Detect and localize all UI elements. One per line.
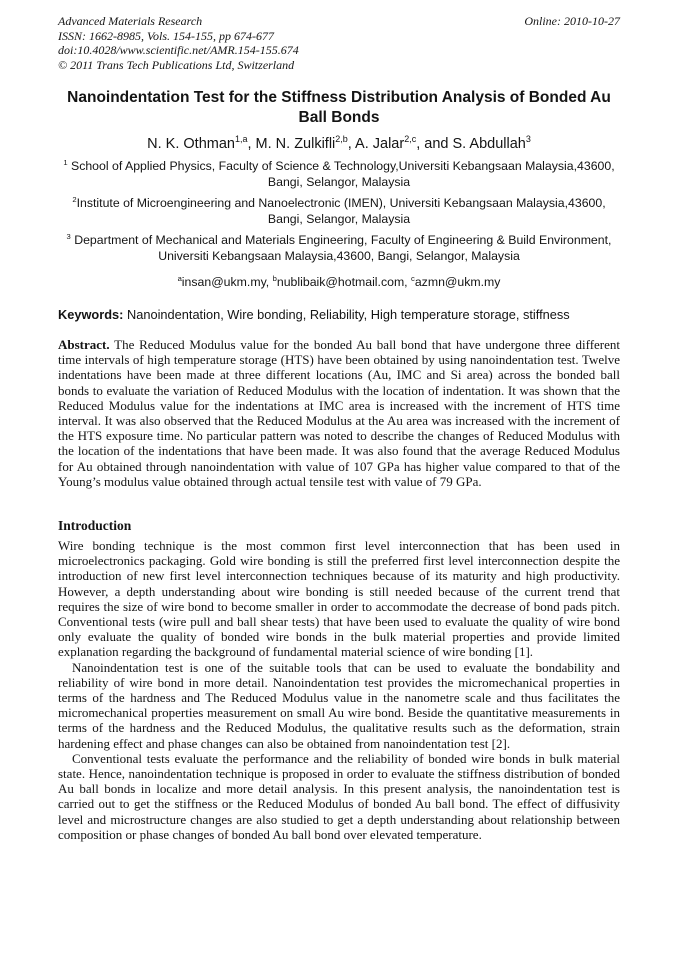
introduction-paragraph-2: Nanoindentation test is one of the suitable tools that can be used to evaluate the bondability and reliability of wire bond in more detail. Nanoindentation test provides the micromechanical properties in terms of the hardness and The Reduced Modulus value in the nanometre scale and thus facilitates the micromechanical properties measurement on small Au wire bond. Beside the quantitative measurements in terms of the hardness and the Reduced Modulus, the qualitative results such as the deformation, strain hardening effect and phase changes can also be obtained from nanoindentation test [2]. (58, 659, 620, 751)
affiliation-text: Department of Mechanical and Materials Engineering, Faculty of Engineering & Build Environment, Universiti Kebangsaan Malaysia,43600, Bangi, Selangor, Malaysia (70, 233, 612, 263)
keywords-label: Keywords: (58, 307, 124, 322)
author (247, 136, 347, 152)
paper-title: Nanoindentation Test for the Stiffness Distribution Analysis of Bonded Au Ball Bonds (67, 89, 611, 126)
copyright-line: © 2011 Trans Tech Publications Ltd, Switzerland (58, 57, 295, 72)
author-separator: , and (416, 136, 453, 152)
author-name: M. N. Zulkifli (255, 136, 336, 152)
keywords-text: Nanoindentation, Wire bonding, Reliability, High temperature storage, stiffness (126, 307, 570, 322)
affiliation-superscript: 3 (66, 231, 71, 241)
author-superscript: 2,b (335, 134, 348, 145)
journal-name: Advanced Materials Research (58, 14, 203, 28)
affiliation-superscript: 2 (72, 194, 77, 204)
abstract-text: The Reduced Modulus value for the bonded Au ball bond that have undergone three different time intervals of high temperature storage (HTS) have been obtained by using nanoindentation test. Twelve indentations have been made at three different locations (Au, IMC and Si area) across the bonded ball bonds to evaluate the variation of Reduced Modulus with the location of indentation. It was shown that the Reduced Modulus value for the indentations at IMC area is increased with the increment of HTS time interval. It was also observed that the Reduced Modulus at the Au area was increased with the increment of the HTS exposure time. No particular pattern was noted to describe the changes of Reduced Modulus with the location of the indentations that have been made. It was also found that the average Reduced Modulus for Au obtained through nanoindentation with value of 107 GPa has higher value compared to that of the Young’s modulus value obtained through actual tensile test with value of 79 GPa. (58, 337, 621, 489)
abstract-label: Abstract. (58, 337, 110, 352)
journal-info-block (58, 14, 299, 72)
affiliation-1 (58, 158, 620, 190)
author-name: A. Jalar (355, 136, 405, 152)
authors-line (58, 135, 620, 153)
author (416, 136, 531, 152)
introduction-paragraph-1: Wire bonding technique is the most common first level interconnection that has been used in microelectronics packaging. Gold wire bonding is still the preferred first level interconnection despite the introduction of new first level interconnection techniques because of its maturity and high productivity. However, a depth understanding about wire bonding is still needed because of the current trend that requires the size of wire bond to become smaller in order to accommodate the decrease of bond pads pitch. Conventional tests (wire pull and ball shear tests) that have been used to evaluate the quality of wire bond only evaluate the quality of bonded wire bonds in the bulk material properties and provide limited explanation regarding the background of fundamental material science of wire bonding [1]. (58, 538, 620, 660)
journal-header (58, 14, 620, 72)
doi-line: doi:10.4028/www.scientific.net/AMR.154-155.674 (58, 43, 299, 57)
email-address: azmn@ukm.my (414, 275, 501, 289)
author-name: S. Abdullah (452, 136, 526, 152)
affiliation-superscript: 1 (63, 157, 68, 167)
abstract (58, 337, 620, 489)
introduction-paragraph-3: Conventional tests evaluate the performance and the reliability of bonded wire bonds in bulk material state. Hence, nanoindentation technique is proposed in order to evaluate the stiffness distribution of bonded Au ball bonds in localize and more detail analysis. In this present analysis, the nanoindentation test is carried out to get the stiffness or the Reduced Modulus of bonded Au ball bond. The effect of diffusivity level and microstructure changes are also studied to get a depth understanding about relationship between composition or phase changes of bonded Au ball bond over elevated temperature. (58, 750, 620, 842)
affiliation-2 (58, 195, 620, 227)
email (411, 275, 500, 289)
author (348, 136, 416, 152)
email (178, 275, 273, 289)
email-address: insan@ukm.my, (181, 275, 273, 289)
email (273, 275, 411, 289)
email-superscript: a (177, 273, 182, 283)
online-date: Online: 2010-10-27 (524, 14, 620, 28)
affiliation-text: Institute of Microengineering and Nanoelectronic (IMEN), Universiti Kebangsaan Malaysia,43600, Bangi, Selangor, Malaysia (76, 196, 606, 226)
author-superscript: 1,a (234, 134, 248, 145)
author (147, 136, 247, 152)
author-superscript: 3 (525, 134, 531, 145)
author-separator: , (247, 136, 256, 152)
issn-line: ISSN: 1662-8985, Vols. 154-155, pp 674-677 (58, 28, 274, 43)
author-superscript: 2,c (404, 134, 417, 145)
author-emails (58, 274, 620, 290)
author-separator: , (347, 136, 356, 152)
affiliation-text: School of Applied Physics, Faculty of Science & Technology,Universiti Kebangsaan Malaysia,43600, Bangi, Selangor, Malaysia (67, 159, 615, 189)
email-address: nublibaik@hotmail.com, (276, 275, 412, 289)
introduction-heading: Introduction (58, 518, 132, 534)
keywords-line (58, 307, 620, 323)
author-name: N. K. Othman (147, 136, 235, 152)
email-superscript: c (411, 273, 415, 283)
email-superscript: b (272, 273, 277, 283)
affiliation-3 (58, 232, 620, 264)
